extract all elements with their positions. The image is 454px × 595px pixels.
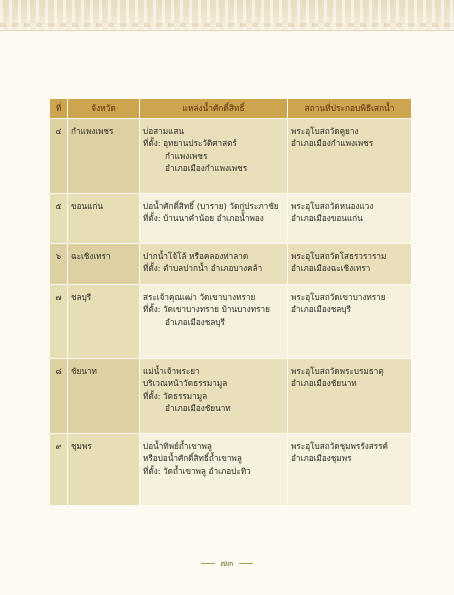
venue-line: อำเภอเมืองขอนแก่น [291,213,363,224]
source-line: บริเวณหน้าวัดธรรมามูล [143,378,228,389]
venue-line: พระอุโบสถวัดพระบรมธาตุ [291,366,384,376]
row-venue [288,359,412,434]
venue-line: อำเภอเมืองชุมพร [291,453,352,464]
row-number: ๙ [50,434,68,506]
decorative-header-band [0,0,454,31]
row-province: ชุมพร [68,434,140,506]
source-line: อำเภอเมืองกำแพงเพชร [165,163,248,174]
source-line: อำเภอเมืองชลบุรี [165,316,225,327]
source-line: ที่ตั้ง: วัดธรรมามูล [143,390,208,401]
table-row [50,434,412,506]
header-venue: สถานที่ประกอบพิธีเสกน้ำ [288,99,412,119]
source-line: กำแพงเพชร [165,150,208,161]
source-line: สระเจ้าคุณเฒ่า วัดเขาบางทราย [143,292,256,302]
row-number: ๘ [50,359,68,434]
page-footer [0,556,454,570]
left-ornament-icon [201,563,215,564]
venue-line: อำเภอเมืองกำแพงเพชร [291,138,374,149]
source-line: ที่ตั้ง: บ้านนาคำน้อย อำเภอน้ำพอง [143,213,264,224]
row-number: ๔ [50,119,68,194]
header-source: แหล่งน้ำศักดิ์สิทธิ์ [140,99,288,119]
source-line: ที่ตั้ง: วัดเขาบางทราย บ้านบางทราย [143,304,270,315]
row-venue [288,244,412,285]
table-row [50,244,412,285]
row-province: กำแพงเพชร [68,119,140,194]
venue-line: พระอุโบสถวัดเขาบางทราย [291,292,386,302]
row-province: ชลบุรี [68,285,140,359]
source-line: บ่อสามแสน [143,126,184,136]
source-line: ปากน้ำโจ้โล้ หรือคลองท่าลาด [143,251,249,261]
row-source [140,434,288,506]
source-line: อำเภอเมืองชัยนาท [165,403,231,414]
source-line: ที่ตั้ง: วัดถ้ำเขาพลู อำเภอปะทิว [143,465,251,476]
venue-line: พระอุโบสถวัดโสธรวราราม [291,251,387,261]
row-number: ๖ [50,244,68,285]
table-row [50,194,412,244]
venue-line: อำเภอเมืองฉะเชิงเทรา [291,263,371,274]
right-ornament-icon [239,563,253,564]
venue-line: อำเภอเมืองชลบุรี [291,304,351,315]
source-line: บ่อน้ำศักดิ์สิทธิ์ (บาราย) วัดกู่ประภาชัย [143,201,279,211]
row-source [140,244,288,285]
source-line: หรือบ่อน้ำศักดิ์สิทธิ์ถ้ำเขาพลู [143,453,242,464]
venue-line: พระอุโบสถวัดหนองแวง [291,201,374,211]
source-line: แม่น้ำเจ้าพระยา [143,366,200,376]
table-row [50,359,412,434]
header-province: จังหวัด [68,99,140,119]
source-line: บ่อน้ำทิพย์ถ้ำเขาพลู [143,441,212,451]
source-line: ที่ตั้ง: อุทยานประวัติศาสตร์ [143,138,237,149]
venue-line: อำเภอเมืองชัยนาท [291,378,357,389]
table-header-row [50,99,412,119]
venue-line: พระอุโบสถวัดคูยาง [291,126,359,136]
row-number: ๕ [50,194,68,244]
source-line: ที่ตั้ง: ตำบลปากน้ำ อำเภอบางคล้า [143,263,263,274]
sacred-water-table [49,98,412,506]
row-number: ๗ [50,285,68,359]
table-row [50,285,412,359]
row-province: ฉะเชิงเทรา [68,244,140,285]
venue-line: พระอุโบสถวัดชุมพรรังสรรค์ [291,441,388,451]
row-source [140,119,288,194]
row-venue [288,194,412,244]
header-num: ที่ [50,99,68,119]
row-venue [288,434,412,506]
row-source [140,285,288,359]
row-source [140,359,288,434]
row-venue [288,119,412,194]
row-province: ขอนแก่น [68,194,140,244]
row-source [140,194,288,244]
page-number: ๗๓ [220,559,234,569]
table-row [50,119,412,194]
row-province: ชัยนาท [68,359,140,434]
row-venue [288,285,412,359]
